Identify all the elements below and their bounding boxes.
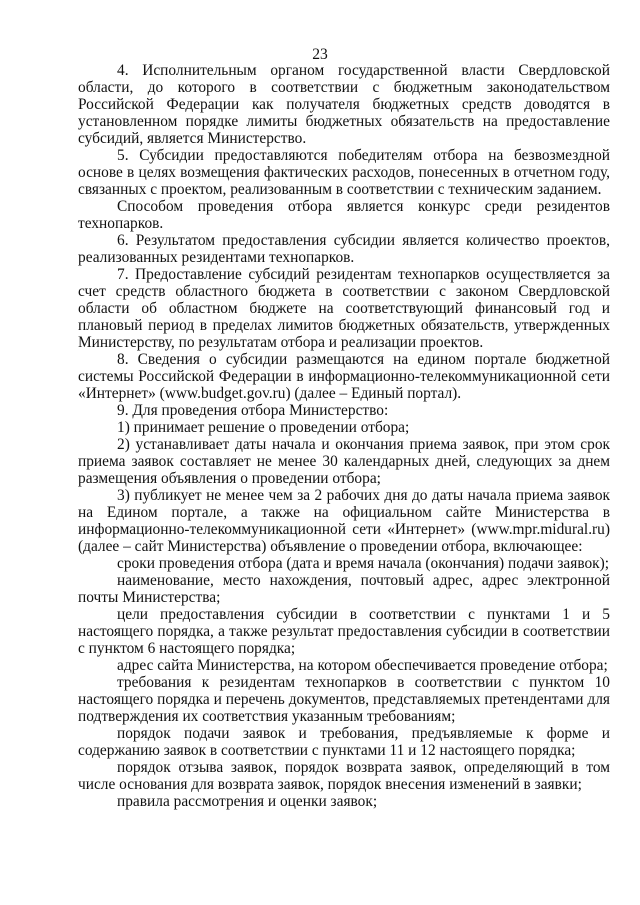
paragraph: порядок подачи заявок и требования, предъявляемые к форме и содержанию заявок в соответствии с пунктами 11 и 12 настоящего порядка; [78, 725, 610, 759]
paragraph: 6. Результатом предоставления субсидии является количество проектов, реализованных резидентами технопарков. [78, 232, 610, 266]
paragraph: порядок отзыва заявок, порядок возврата заявок, определяющий в том числе основания для возврата заявок, порядок внесения изменений в заявки; [78, 759, 610, 793]
page-number: 23 [312, 46, 328, 63]
paragraph: наименование, место нахождения, почтовый адрес, адрес электронной почты Министерства; [78, 572, 610, 606]
paragraph: сроки проведения отбора (дата и время начала (окончания) подачи заявок); [117, 555, 610, 572]
paragraph: 2) устанавливает даты начала и окончания приема заявок, при этом срок приема заявок составляет не менее 30 календарных дней, следующих за днем размещения объявления о проведении отбора; [78, 436, 610, 487]
paragraph: правила рассмотрения и оценки заявок; [117, 793, 378, 810]
paragraph: 9. Для проведения отбора Министерство: [117, 402, 389, 419]
paragraph: требования к резидентам технопарков в соответствии с пунктом 10 настоящего порядка и перечень документов, представляемых претендентами для подтверждения их соответствия указанным требованиям; [78, 674, 610, 725]
document-body [78, 62, 610, 810]
paragraph: 5. Субсидии предоставляются победителям отбора на безвозмездной основе в целях возмещения фактических расходов, понесенных в отчетном году, связанных с проектом, реализованным в соответствии с техническим заданием. [78, 147, 610, 198]
paragraph: 7. Предоставление субсидий резидентам технопарков осуществляется за счет средств областного бюджета в соответствии с законом Свердловской области об областном бюджете на соответствующий финансовый год и плановый период в пределах лимитов бюджетных обязательств, утвержденных Министерству, по результатам отбора и реализации проектов. [78, 266, 610, 351]
paragraph: 8. Сведения о субсидии размещаются на едином портале бюджетной системы Российской Федерации в информационно-телекоммуникационной сети «Интернет» (www.budget.gov.ru) (далее – Единый портал). [78, 351, 610, 402]
paragraph: цели предоставления субсидии в соответствии с пунктами 1 и 5 настоящего порядка, а также результат предоставления субсидии в соответствии с пунктом 6 настоящего порядка; [78, 606, 610, 657]
paragraph: 4. Исполнительным органом государственной власти Свердловской области, до которого в соответствии с бюджетным законодательством Российской Федерации как получателя бюджетных средств доводятся в установленном порядке лимиты бюджетных обязательств на предоставление субсидий, является Министерство. [78, 62, 610, 147]
paragraph: 3) публикует не менее чем за 2 рабочих дня до даты начала приема заявок на Едином портале, а также на официальном сайте Министерства в информационно-телекоммуникационной сети «Интернет» (www.mpr.midural.ru) (далее – сайт Министерства) объявление о проведении отбора, включающее: [78, 487, 610, 555]
paragraph: 1) принимает решение о проведении отбора; [117, 419, 410, 436]
paragraph: адрес сайта Министерства, на котором обеспечивается проведение отбора; [117, 657, 608, 674]
paragraph: Способом проведения отбора является конкурс среди резидентов технопарков. [78, 198, 610, 232]
